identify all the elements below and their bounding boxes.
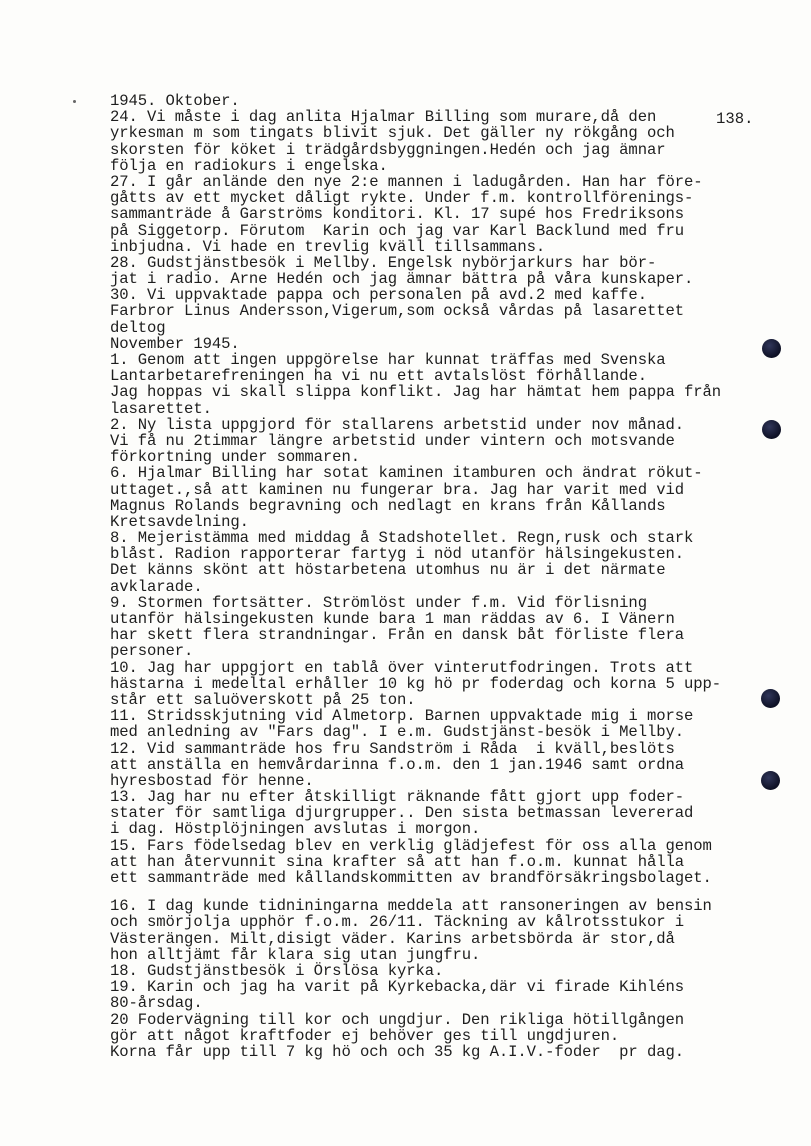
text-line: November 1945.: [110, 334, 240, 353]
text-line: gåtts av ett mycket dåligt rykte. Under f.m. kontrollförenings-: [110, 189, 694, 208]
text-line: lasarettet.: [110, 399, 212, 418]
text-line: 13. Jag har nu efter åtskilligt räknande fått gjort upp foder-: [110, 788, 684, 807]
text-line: skorsten för köket i trädgårdsbyggningen.Hedén och jag ämnar: [110, 140, 666, 159]
text-line: 80-årsdag.: [110, 994, 203, 1013]
text-line: 15. Fars födelsedag blev en verklig glädjefest för oss alla genom: [110, 836, 712, 855]
text-line: 12. Vid sammanträde hos fru Sandström i Råda i kväll,beslöts: [110, 739, 675, 758]
text-line: 19. Karin och jag ha varit på Kyrkebacka,där vi firade Kihléns: [110, 978, 684, 997]
text-line: med anledning av "Fars dag". I e.m. Gudstjänst-besök i Mellby.: [110, 723, 684, 742]
text-line: att han återvunnit sina krafter så att han f.o.m. kunnat hålla: [110, 852, 684, 871]
diary-text: [110, 93, 770, 1060]
text-line: hyresbostad för henne.: [110, 771, 314, 790]
text-line: gör att något kraftfoder ej behöver ges till ungdjuren.: [110, 1026, 620, 1045]
text-line: Det känns skönt att höstarbetena utomhus nu är i det närmate: [110, 561, 666, 580]
text-line: 10. Jag har uppgjort en tablå över vinterutfodringen. Trots att: [110, 658, 694, 677]
text-line: Västerängen. Milt,disigt väder. Karins arbetsbörda är stor,då: [110, 929, 675, 948]
text-line: 9. Stormen fortsätter. Strömlöst under f.m. Vid förlisning: [110, 593, 647, 612]
text-line: 2. Ny lista uppgjord för stallarens arbetstid under nov månad.: [110, 415, 684, 434]
text-line: deltog: [110, 318, 166, 337]
text-line: Magnus Rolands begravning och nedlagt en krans från Kållands: [110, 496, 666, 515]
text-line: 1945. Oktober.: [110, 92, 240, 110]
text-line: ett sammanträde med kållandskommitten av brandförsäkringsbolaget.: [110, 869, 712, 887]
text-line: 18. Gudstjänstbesök i Örslösa kyrka.: [110, 961, 444, 980]
text-line: Farbror Linus Andersson,Vigerum,som också vårdas på lasarettet: [110, 302, 684, 321]
text-line: står ett saluöverskott på 25 ton.: [110, 690, 416, 709]
text-line: och smörjolja upphör f.o.m. 26/11. Täckning av kålrotsstukor i: [110, 913, 684, 932]
punch-hole: [761, 689, 780, 708]
text-line: Kretsavdelning.: [110, 512, 249, 531]
text-line: sammanträde å Garströms konditori. Kl. 17 supé hos Fredriksons: [110, 205, 684, 224]
text-line: Vi få nu 2timmar längre arbetstid under vintern och motsvande: [110, 431, 675, 450]
text-line: avklarade.: [110, 577, 203, 596]
punch-hole: [762, 339, 781, 358]
text-line: Lantarbetarefreningen ha vi nu ett avtalslöst förhållande.: [110, 367, 647, 386]
text-line: har skett flera strandningar. Från en dansk båt förliste flera: [110, 626, 684, 645]
text-line: uttaget.,så att kaminen nu fungerar bra. Jag har varit med vid: [110, 480, 684, 499]
text-line: personer.: [110, 642, 194, 661]
text-line: hon alltjämt får klara sig utan jungfru.: [110, 945, 481, 964]
text-line: 20 Fodervägning till kor och ungdjur. Den rikliga hötillgången: [110, 1010, 684, 1029]
text-line: hästarna i medeltal erhåller 10 kg hö pr foderdag och korna 5 upp-: [110, 674, 722, 693]
text-line: på Siggetorp. Förutom Karin och jag var Karl Backlund med fru: [110, 221, 684, 240]
text-line: yrkesman m som tingats blivit sjuk. Det gäller ny rökgång och: [110, 124, 675, 143]
text-line: stater för samtliga djurgrupper.. Den sista betmassan levererad: [110, 804, 694, 823]
text-line: följa en radiokurs i engelska.: [110, 156, 388, 175]
text-line: Jag hoppas vi skall slippa konflikt. Jag har hämtat hem pappa från: [110, 383, 722, 402]
text-line: jat i radio. Arne Hedén och jag ämnar bättra på våra kunskaper.: [110, 270, 694, 289]
text-line: 24. Vi måste i dag anlita Hjalmar Billing som murare,då den: [110, 108, 657, 127]
punch-hole: [761, 771, 780, 790]
page-number: 138.: [716, 110, 754, 128]
text-line: förkortning under sommaren.: [110, 448, 360, 467]
text-line: 8. Mejeristämma med middag å Stadshotellet. Regn,rusk och stark: [110, 529, 694, 548]
text-line: blåst. Radion rapporterar fartyg i nöd utanför hälsingekusten.: [110, 545, 684, 564]
text-line: 6. Hjalmar Billing har sotat kaminen itamburen och ändrat rökut-: [110, 464, 703, 483]
text-line: 30. Vi uppvaktade pappa och personalen på avd.2 med kaffe.: [110, 286, 647, 305]
text-line: utanför hälsingekusten kunde bara 1 man räddas av 6. I Vänern: [110, 610, 675, 628]
text-line: i dag. Höstplöjningen avslutas i morgon.: [110, 820, 481, 839]
ink-speck: [73, 100, 76, 103]
text-line: 11. Stridsskjutning vid Almetorp. Barnen uppvaktade mig i morse: [110, 707, 694, 726]
text-line: Korna får upp till 7 kg hö och och 35 kg A.I.V.-foder pr dag.: [110, 1042, 684, 1061]
text-line: inbjudna. Vi hade en trevlig kväll tillsammans.: [110, 237, 546, 256]
text-line: 27. I går anlände den nye 2:e mannen i ladugården. Han har före-: [110, 172, 703, 191]
text-line: 28. Gudstjänstbesök i Mellby. Engelsk nybörjarkurs har bör-: [110, 253, 657, 272]
text-line: 1. Genom att ingen uppgörelse har kunnat träffas med Svenska: [110, 351, 666, 369]
punch-hole: [762, 420, 781, 439]
text-line: 16. I dag kunde tidniningarna meddela att ransoneringen av bensin: [110, 897, 712, 916]
text-line: att anställa en hemvårdarinna f.o.m. den 1 jan.1946 samt ordna: [110, 755, 684, 774]
